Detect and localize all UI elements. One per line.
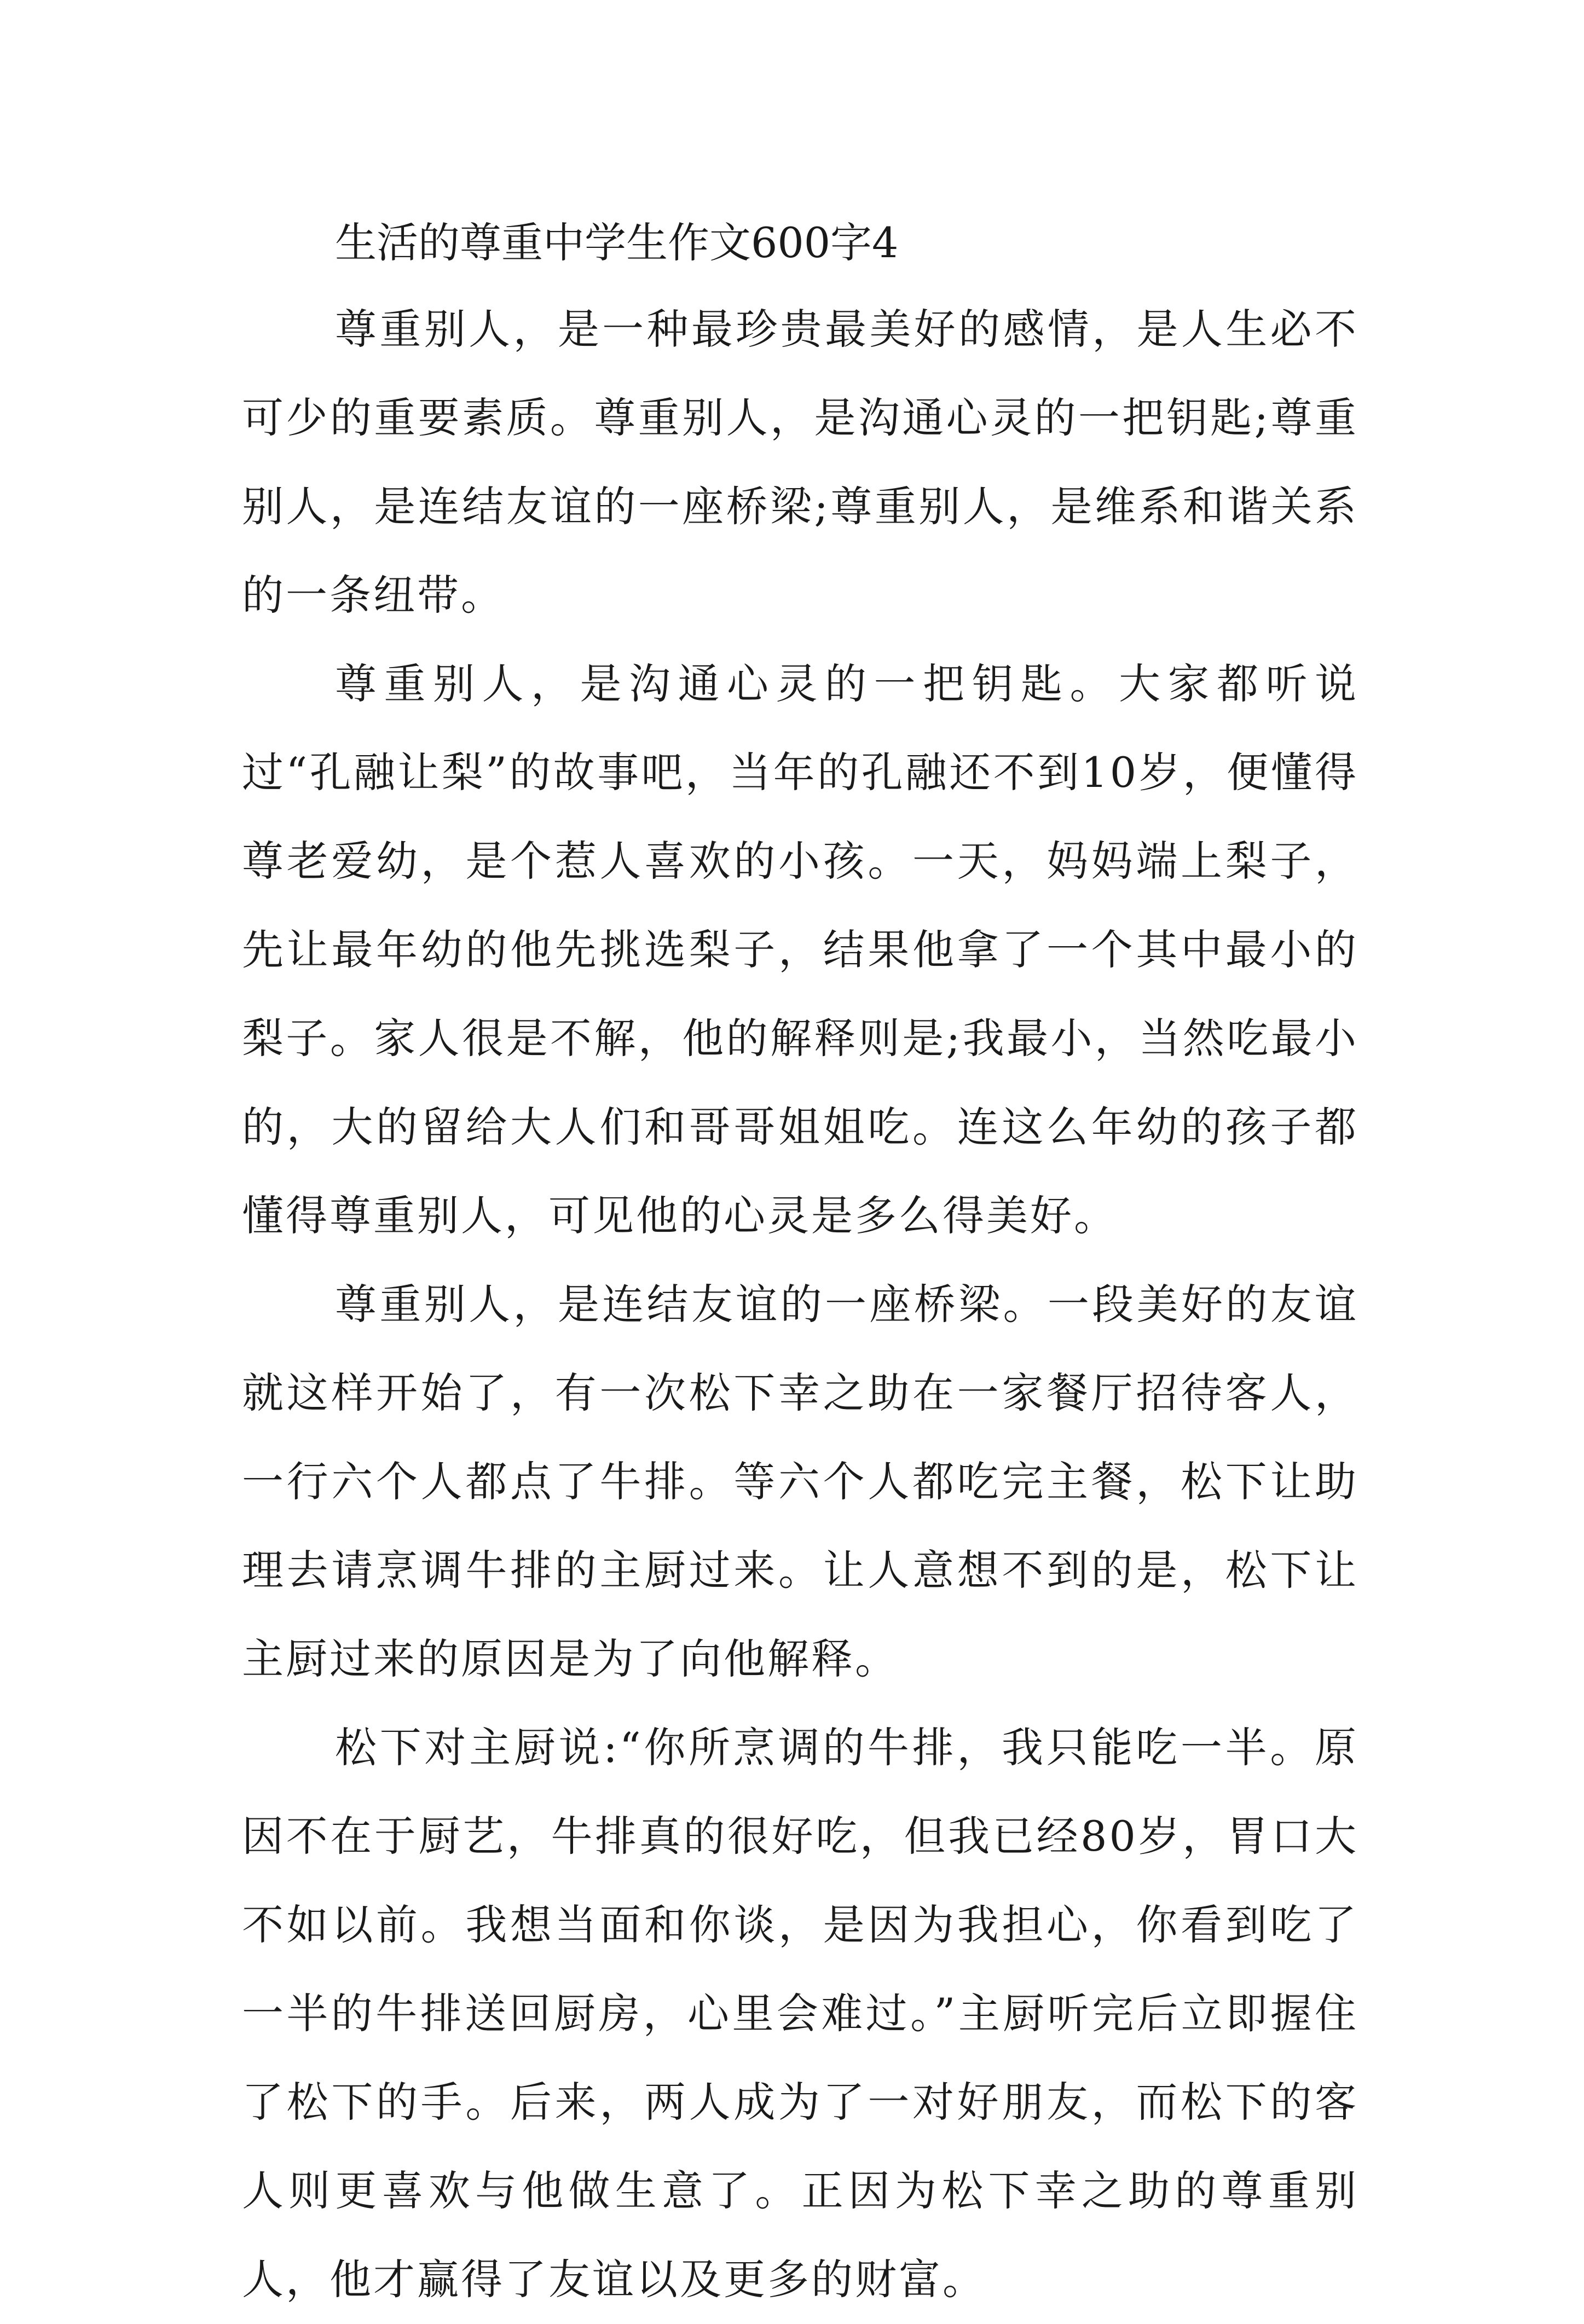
paragraph-intro: 尊重别人，是一种最珍贵最美好的感情，是人生必不可少的重要素质。尊重别人，是沟通心灵的一把钥匙;尊重别人，是连结友谊的一座桥梁;尊重别人，是维系和谐关系的一条纽带。 bbox=[242, 305, 1358, 619]
paragraph-friendship-bridge: 尊重别人，是连结友谊的一座桥梁。一段美好的友谊就这样开始了，有一次松下幸之助在一家餐厅招待客人，一行六个人都点了牛排。等六个人都吃完主餐，松下让助理去请烹调牛排的主厨过来。让人意想不到的是，松下让主厨过来的原因是为了向他解释。 bbox=[242, 1280, 1358, 1683]
document-body bbox=[242, 200, 1358, 2324]
document-title: 生活的尊重中学生作文600字4 bbox=[335, 218, 899, 267]
paragraph-kong-rong: 尊重别人，是沟通心灵的一把钥匙。大家都听说过“孔融让梨”的故事吧，当年的孔融还不到10岁，便懂得尊老爱幼，是个惹人喜欢的小孩。一天，妈妈端上梨子，先让最年幼的他先挑选梨子，结果他拿了一个其中最小的梨子。家人很是不解，他的解释则是;我最小，当然吃最小的，大的留给大人们和哥哥姐姐吃。连这么年幼的孩子都懂得尊重别人，可见他的心灵是多么得美好。 bbox=[242, 659, 1358, 1240]
paragraph-matsushita-chef: 松下对主厨说:“你所烹调的牛排，我只能吃一半。原因不在于厨艺，牛排真的很好吃，但我已经80岁，胃口大不如以前。我想当面和你谈，是因为我担心，你看到吃了一半的牛排送回厨房，心里会难过。”主厨听完后立即握住了松下的手。后来，两人成为了一对好朋友，而松下的客人则更喜欢与他做生意了。正因为松下幸之助的尊重别人，他才赢得了友谊以及更多的财富。 bbox=[242, 1723, 1358, 2304]
